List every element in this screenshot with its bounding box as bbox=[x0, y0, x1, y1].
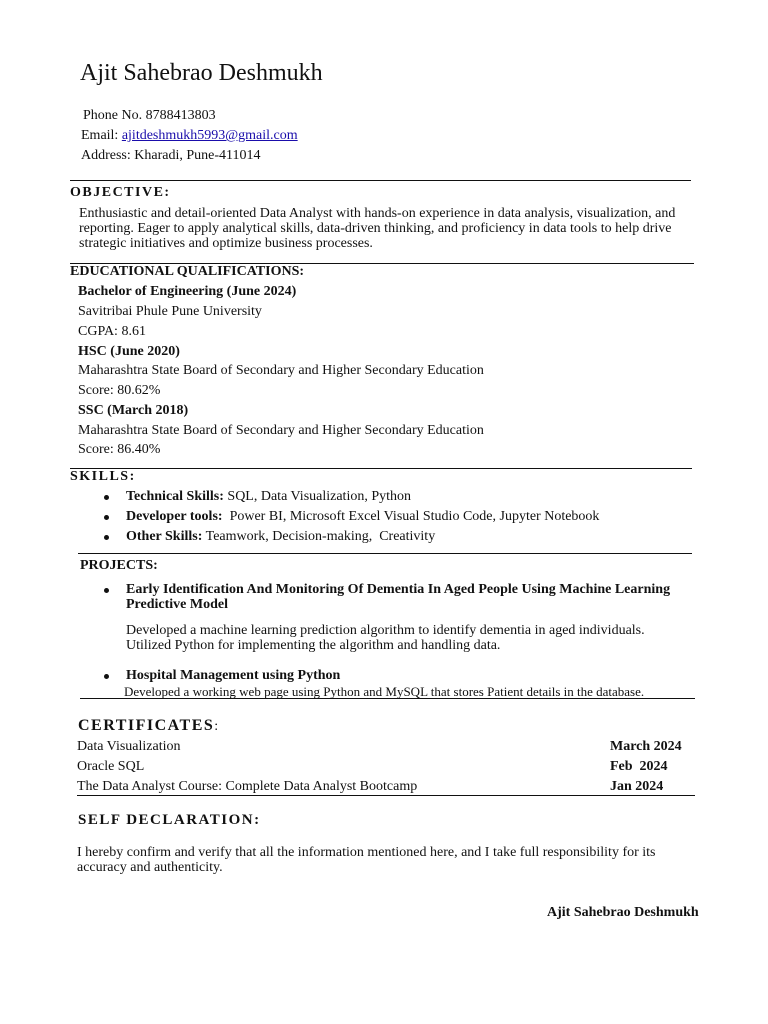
certificates-heading-colon: : bbox=[214, 719, 219, 734]
skill-label: Technical Skills: bbox=[126, 489, 224, 504]
phone-number: 8788413803 bbox=[145, 108, 216, 123]
bullet-icon bbox=[104, 495, 109, 500]
ssc-score: Score: 86.40% bbox=[78, 442, 161, 457]
bullet-icon bbox=[104, 674, 109, 679]
declaration-text: I hereby confirm and verify that all the information mentioned here, and I take full responsibility for its accuracy and authenticity. bbox=[77, 845, 656, 875]
objective-text: Enthusiastic and detail-oriented Data Analyst with hands-on experience in data analysis, visualization, and reporting. Eager to apply analytical skills, data-driven thinking, and proficiency in data tools to help drive strategic initiatives and optimize business processes. bbox=[79, 206, 676, 251]
email-link[interactable]: ajitdeshmukh5993@gmail.com bbox=[121, 128, 298, 143]
skill-label: Other Skills: bbox=[126, 529, 203, 544]
skill-value: Teamwork, Decision-making, Creativity bbox=[202, 529, 436, 544]
skill-item bbox=[126, 509, 599, 525]
declaration-heading: SELF DECLARATION: bbox=[78, 812, 261, 828]
hsc-score: Score: 80.62% bbox=[78, 383, 161, 398]
phone-label: Phone No. bbox=[83, 108, 146, 123]
project-title: Early Identification And Monitoring Of Dementia In Aged People Using Machine Learning Predictive Model bbox=[126, 582, 671, 612]
certificate-name: Oracle SQL bbox=[77, 759, 145, 774]
degree-score: CGPA: 8.61 bbox=[78, 324, 146, 339]
ssc-institution: Maharashtra State Board of Secondary and Higher Secondary Education bbox=[78, 423, 484, 438]
objective-heading: OBJECTIVE: bbox=[70, 185, 171, 200]
skill-label: Developer tools: bbox=[126, 509, 223, 524]
divider bbox=[70, 468, 692, 469]
certificate-date: Feb 2024 bbox=[610, 759, 668, 774]
address-value: Kharadi, Pune-411014 bbox=[134, 148, 261, 163]
project-description: Developed a machine learning prediction algorithm to identify dementia in aged individuals. Utilized Python for implementing the algorithm and handling data. bbox=[126, 623, 645, 653]
degree-title: Bachelor of Engineering (June 2024) bbox=[78, 284, 297, 299]
certificates-heading-line bbox=[78, 717, 218, 735]
address-label: Address: bbox=[81, 148, 135, 163]
skill-value: Power BI, Microsoft Excel Visual Studio Code, Jupyter Notebook bbox=[222, 509, 600, 524]
certificates-heading: CERTIFICATES bbox=[78, 717, 215, 734]
hsc-title: HSC (June 2020) bbox=[78, 344, 180, 359]
certificate-name: Data Visualization bbox=[77, 739, 181, 754]
divider bbox=[70, 180, 691, 181]
project-description: Developed a working web page using Python and MySQL that stores Patient details in the database. bbox=[124, 684, 645, 699]
education-heading: EDUCATIONAL QUALIFICATIONS: bbox=[70, 264, 305, 279]
certificate-name: The Data Analyst Course: Complete Data Analyst Bootcamp bbox=[77, 779, 418, 794]
project-title: Hospital Management using Python bbox=[126, 668, 341, 683]
skill-item bbox=[126, 489, 411, 505]
skills-heading: SKILLS: bbox=[70, 469, 136, 484]
projects-heading: PROJECTS: bbox=[80, 558, 158, 573]
bullet-icon bbox=[104, 588, 109, 593]
degree-institution: Savitribai Phule Pune University bbox=[78, 304, 262, 319]
email-label: Email: bbox=[81, 128, 122, 143]
address-line bbox=[81, 148, 261, 164]
signature: Ajit Sahebrao Deshmukh bbox=[547, 905, 699, 920]
divider bbox=[78, 553, 692, 554]
candidate-name: Ajit Sahebrao Deshmukh bbox=[80, 60, 323, 86]
divider bbox=[77, 795, 695, 796]
phone-line bbox=[83, 108, 216, 124]
certificate-date: March 2024 bbox=[610, 739, 682, 754]
certificate-date: Jan 2024 bbox=[610, 779, 664, 794]
ssc-title: SSC (March 2018) bbox=[78, 403, 189, 418]
email-line bbox=[81, 128, 298, 144]
bullet-icon bbox=[104, 515, 109, 520]
divider bbox=[80, 698, 695, 699]
skill-value: SQL, Data Visualization, Python bbox=[223, 489, 412, 504]
skill-item bbox=[126, 529, 435, 545]
bullet-icon bbox=[104, 535, 109, 540]
hsc-institution: Maharashtra State Board of Secondary and Higher Secondary Education bbox=[78, 363, 484, 378]
